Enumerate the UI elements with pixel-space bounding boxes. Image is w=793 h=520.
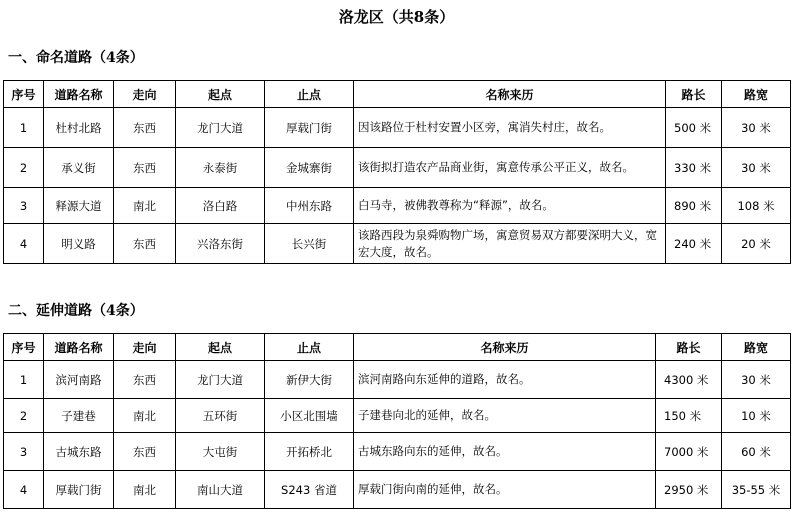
cell-direction: 南北 — [114, 471, 176, 509]
table-row — [4, 188, 791, 224]
header-origin: 名称来历 — [354, 334, 656, 361]
cell-end: S243 省道 — [265, 471, 354, 509]
cell-end: 长兴街 — [265, 224, 354, 264]
cell-direction: 南北 — [114, 399, 176, 433]
cell-end: 小区北围墙 — [265, 399, 354, 433]
table-row — [4, 471, 791, 509]
cell-end: 新伊大街 — [265, 361, 354, 399]
table-row — [4, 361, 791, 399]
cell-length: 7000 米 — [656, 433, 722, 471]
cell-width: 10 米 — [722, 399, 791, 433]
named-roads-table — [3, 80, 791, 264]
cell-origin: 白马寺，被佛教尊称为“释源”，故名。 — [354, 188, 666, 224]
cell-no: 2 — [4, 399, 44, 433]
cell-end: 金城寨街 — [265, 148, 354, 188]
header-length: 路长 — [656, 334, 722, 361]
cell-length: 2950 米 — [656, 471, 722, 509]
cell-start: 五环街 — [176, 399, 265, 433]
table-row — [4, 399, 791, 433]
cell-end: 中州东路 — [265, 188, 354, 224]
section-title-extended-roads: 二、延伸道路（4条） — [8, 303, 144, 319]
cell-road-name: 古城东路 — [44, 433, 114, 471]
cell-origin: 古城东路向东的延伸，故名。 — [354, 433, 656, 471]
cell-start: 龙门大道 — [176, 361, 265, 399]
cell-origin: 因该路位于杜村安置小区旁，寓消失村庄，故名。 — [354, 108, 666, 148]
cell-no: 2 — [4, 148, 44, 188]
cell-start: 兴洛东街 — [176, 224, 265, 264]
cell-length: 150 米 — [656, 399, 722, 433]
table-row — [4, 224, 791, 264]
cell-road-name: 杜村北路 — [44, 108, 114, 148]
header-width: 路宽 — [722, 81, 791, 108]
cell-start: 永泰街 — [176, 148, 265, 188]
header-no: 序号 — [4, 81, 44, 108]
cell-origin: 该街拟打造农产品商业街，寓意传承公平正义，故名。 — [354, 148, 666, 188]
cell-start: 大屯街 — [176, 433, 265, 471]
cell-no: 4 — [4, 471, 44, 509]
cell-road-name: 明义路 — [44, 224, 114, 264]
header-origin: 名称来历 — [354, 81, 666, 108]
cell-end: 厚载门街 — [265, 108, 354, 148]
page-title: 洛龙区（共8条） — [338, 8, 455, 26]
cell-no: 1 — [4, 108, 44, 148]
table-row — [4, 108, 791, 148]
cell-origin: 该路西段为泉舜购物广场，寓意贸易双方都要深明大义，宽宏大度，故名。 — [354, 224, 666, 264]
header-start: 起点 — [176, 334, 265, 361]
header-road-name: 道路名称 — [44, 81, 114, 108]
header-width: 路宽 — [722, 334, 791, 361]
cell-direction: 南北 — [114, 188, 176, 224]
cell-origin: 子建巷向北的延伸，故名。 — [354, 399, 656, 433]
cell-width: 30 米 — [722, 361, 791, 399]
cell-direction: 东西 — [114, 148, 176, 188]
cell-no: 3 — [4, 433, 44, 471]
cell-length: 500 米 — [666, 108, 722, 148]
cell-length: 330 米 — [666, 148, 722, 188]
cell-road-name: 滨河南路 — [44, 361, 114, 399]
cell-length: 4300 米 — [656, 361, 722, 399]
cell-origin: 滨河南路向东延伸的道路，故名。 — [354, 361, 656, 399]
table-row — [4, 433, 791, 471]
cell-origin: 厚载门街向南的延伸，故名。 — [354, 471, 656, 509]
header-direction: 走向 — [114, 81, 176, 108]
cell-start: 龙门大道 — [176, 108, 265, 148]
cell-direction: 东西 — [114, 361, 176, 399]
cell-width: 30 米 — [722, 148, 791, 188]
cell-width: 60 米 — [722, 433, 791, 471]
cell-road-name: 子建巷 — [44, 399, 114, 433]
cell-width: 35-55 米 — [722, 471, 791, 509]
cell-direction: 东西 — [114, 108, 176, 148]
header-road-name: 道路名称 — [44, 334, 114, 361]
cell-width: 20 米 — [722, 224, 791, 264]
header-direction: 走向 — [114, 334, 176, 361]
header-end: 止点 — [265, 334, 354, 361]
extended-roads-table — [3, 333, 791, 509]
cell-no: 4 — [4, 224, 44, 264]
section-title-named-roads: 一、命名道路（4条） — [8, 50, 144, 66]
cell-road-name: 释源大道 — [44, 188, 114, 224]
cell-direction: 东西 — [114, 224, 176, 264]
header-length: 路长 — [666, 81, 722, 108]
cell-start: 南山大道 — [176, 471, 265, 509]
header-end: 止点 — [265, 81, 354, 108]
cell-road-name: 承义街 — [44, 148, 114, 188]
header-start: 起点 — [176, 81, 265, 108]
table-row — [4, 148, 791, 188]
table-header-row — [4, 81, 791, 108]
cell-no: 1 — [4, 361, 44, 399]
cell-direction: 东西 — [114, 433, 176, 471]
cell-end: 开拓桥北 — [265, 433, 354, 471]
cell-road-name: 厚载门街 — [44, 471, 114, 509]
cell-width: 108 米 — [722, 188, 791, 224]
cell-width: 30 米 — [722, 108, 791, 148]
table-header-row — [4, 334, 791, 361]
header-no: 序号 — [4, 334, 44, 361]
cell-no: 3 — [4, 188, 44, 224]
cell-start: 洛白路 — [176, 188, 265, 224]
cell-length: 240 米 — [666, 224, 722, 264]
cell-length: 890 米 — [666, 188, 722, 224]
